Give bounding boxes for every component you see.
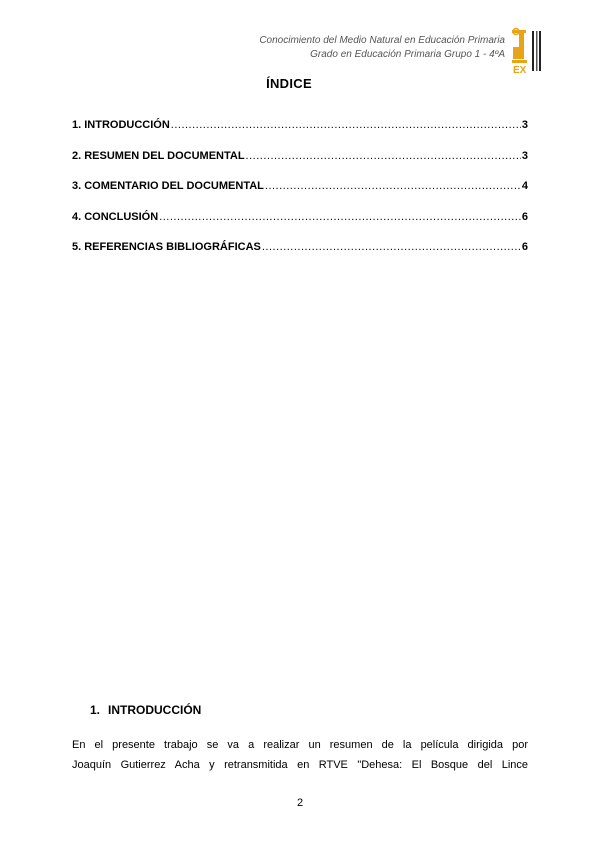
toc-label: 5. REFERENCIAS BIBLIOGRÁFICAS: [72, 241, 261, 253]
toc-leader: [171, 119, 521, 131]
toc-entry-conclusion[interactable]: [72, 211, 528, 242]
body-line: Joaquín Gutierrez Acha y retransmitida en RTVE "Dehesa: El Bosque del Lince: [72, 759, 528, 771]
section-number: 1.: [90, 703, 101, 717]
toc-page: 3: [521, 119, 528, 131]
university-logo: [510, 27, 550, 75]
document-header: [259, 34, 505, 62]
toc-page: 3: [521, 149, 528, 162]
logo-text: EX: [513, 65, 527, 75]
section-heading-introduccion: [90, 703, 201, 717]
section-title: INTRODUCCIÓN: [108, 703, 202, 717]
toc-label: 4. CONCLUSIÓN: [72, 210, 159, 223]
toc-label: 2. RESUMEN DEL DOCUMENTAL: [72, 149, 245, 162]
page-number: 2: [296, 797, 304, 809]
toc-leader: [246, 150, 521, 162]
toc-entry-introduccion[interactable]: [72, 119, 528, 150]
toc-entry-referencias[interactable]: [72, 241, 528, 272]
table-of-contents: [72, 119, 528, 272]
header-degree: Grado en Educación Primaria Grupo 1 - 4ºA: [310, 49, 505, 60]
toc-leader: [159, 211, 521, 223]
header-course: Conocimiento del Medio Natural en Educación Primaria: [259, 35, 505, 46]
toc-label: 3. COMENTARIO DEL DOCUMENTAL: [72, 180, 264, 192]
body-paragraph: [72, 735, 528, 775]
index-title: ÍNDICE: [266, 76, 312, 91]
toc-page: 4: [521, 180, 528, 192]
toc-page: 6: [521, 210, 528, 223]
toc-leader: [265, 180, 521, 192]
toc-entry-resumen[interactable]: [72, 150, 528, 181]
toc-entry-comentario[interactable]: [72, 180, 528, 211]
toc-page: 6: [521, 241, 528, 253]
toc-label: 1. INTRODUCCIÓN: [72, 119, 170, 131]
body-line: En el presente trabajo se va a realizar un resumen de la película dirigida por: [72, 739, 528, 751]
toc-leader: [262, 241, 521, 253]
